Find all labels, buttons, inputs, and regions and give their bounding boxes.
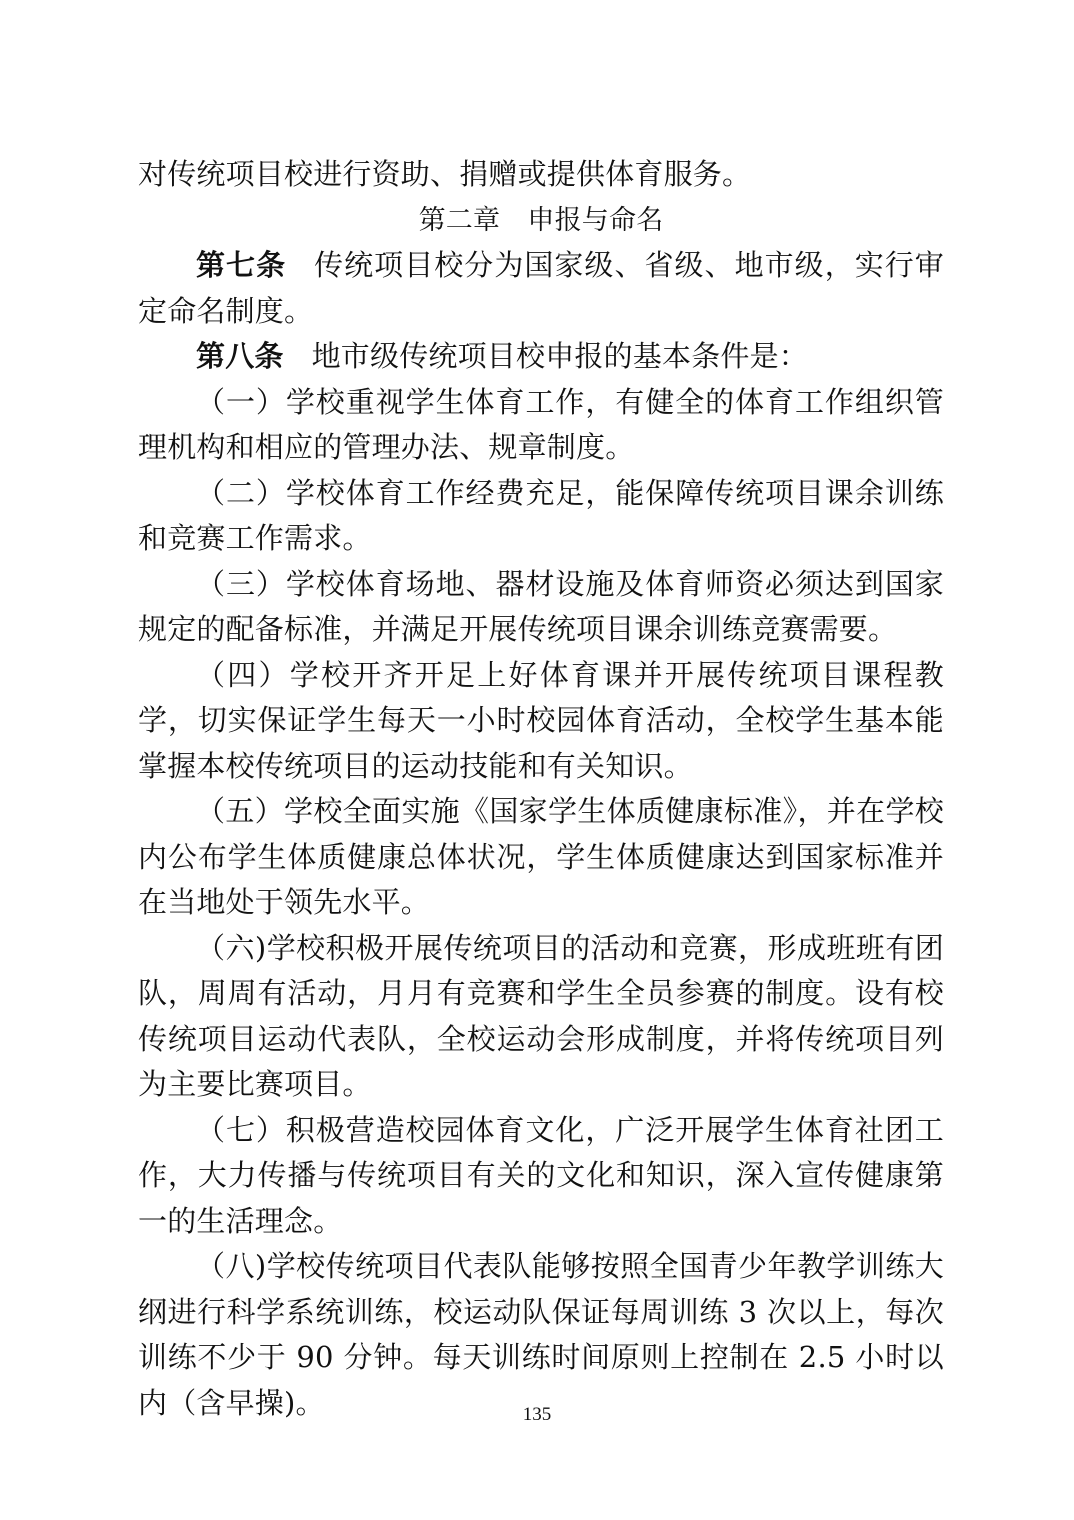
article-8-text: 地市级传统项目校申报的基本条件是： bbox=[311, 339, 809, 373]
article-8 bbox=[138, 334, 944, 380]
article-7-label: 第七条 bbox=[196, 248, 287, 282]
article-8-label: 第八条 bbox=[196, 339, 284, 373]
condition-item-1: （一）学校重视学生体育工作，有健全的体育工作组织管理机构和相应的管理办法、规章制度。 bbox=[138, 384, 944, 464]
condition-item-4: （四）学校开齐开足上好体育课并开展传统项目课程教学，切实保证学生每天一小时校园体育活动，全校学生基本能掌握本校传统项目的运动技能和有关知识。 bbox=[138, 657, 944, 783]
condition-item-7: （七）积极营造校园体育文化，广泛开展学生体育社团工作，大力传播与传统项目有关的文化和知识，深入宣传健康第一的生活理念。 bbox=[138, 1112, 944, 1238]
condition-item-2: （二）学校体育工作经费充足，能保障传统项目课余训练和竞赛工作需求。 bbox=[138, 475, 944, 555]
chapter-title: 第二章 申报与命名 bbox=[418, 204, 664, 236]
condition-item-5: （五）学校全面实施《国家学生体质健康标准》，并在学校内公布学生体质健康总体状况，学生体质健康达到国家标准并在当地处于领先水平。 bbox=[138, 794, 944, 919]
article-7 bbox=[138, 243, 944, 334]
paragraph-intro: 对传统项目校进行资助、捐赠或提供体育服务。 bbox=[138, 157, 752, 191]
page-number: 135 bbox=[522, 1404, 552, 1425]
article-7-text: 传统项目校分为国家级、省级、地市级，实行审定命名制度。 bbox=[138, 248, 944, 328]
body-text bbox=[138, 152, 944, 1426]
condition-item-3: （三）学校体育场地、器材设施及体育师资必须达到国家规定的配备标准，并满足开展传统项目课余训练竞赛需要。 bbox=[138, 566, 944, 646]
condition-item-8: （八)学校传统项目代表队能够按照全国青少年教学训练大纲进行科学系统训练，校运动队保证每周训练 3 次以上，每次训练不少于 90 分钟。每天训练时间原则上控制在 2.5 小时以内（含早操)。 bbox=[138, 1249, 944, 1420]
condition-item-6: （六)学校积极开展传统项目的活动和竞赛，形成班班有团队，周周有活动，月月有竞赛和学生全员参赛的制度。设有校传统项目运动代表队，全校运动会形成制度，并将传统项目列为主要比赛项目。 bbox=[138, 930, 944, 1101]
